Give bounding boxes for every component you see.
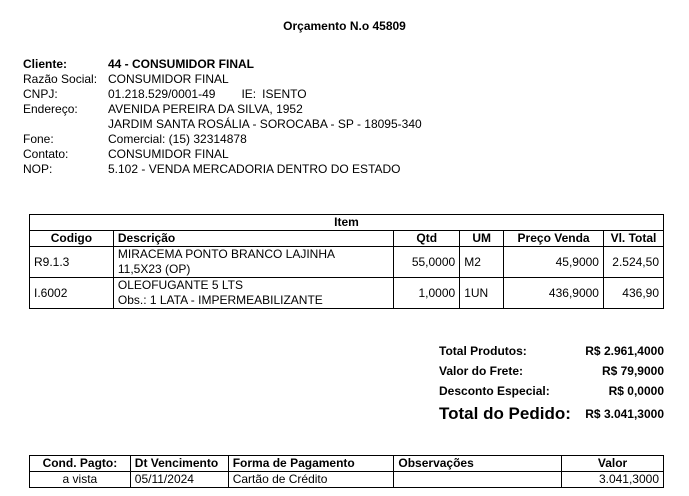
cnpj-label: CNPJ: xyxy=(23,87,58,101)
cell-forma: Cartão de Crédito xyxy=(228,472,394,488)
desc-line1: OLEOFUGANTE 5 LTS xyxy=(117,278,243,292)
endereco-row-2 xyxy=(23,117,422,132)
razao-row xyxy=(23,72,422,87)
ie-value: ISENTO xyxy=(262,87,307,101)
col-header-preco: Preço Venda xyxy=(504,231,604,247)
totals-block xyxy=(439,341,664,427)
total-pedido-row xyxy=(439,401,664,427)
desconto-row xyxy=(439,381,664,401)
table-row xyxy=(30,278,664,309)
endereco-label: Endereço: xyxy=(23,102,78,116)
total-produtos-value: R$ 2.961,4000 xyxy=(585,344,664,358)
col-header-qtd: Qtd xyxy=(394,231,460,247)
cell-cond: a vista xyxy=(30,472,131,488)
items-caption-row xyxy=(30,215,664,231)
items-caption: Item xyxy=(30,215,664,231)
valor-frete-value: R$ 79,9000 xyxy=(601,364,664,378)
cell-um: 1UN xyxy=(460,278,504,309)
razao-value: CONSUMIDOR FINAL xyxy=(108,72,229,86)
contato-row xyxy=(23,147,422,162)
col-header-vencimento: Dt Vencimento xyxy=(130,456,228,472)
total-produtos-label: Total Produtos: xyxy=(439,344,527,358)
fone-value: Comercial: (15) 32314878 xyxy=(108,132,247,146)
cliente-value: 44 - CONSUMIDOR FINAL xyxy=(108,57,255,71)
cnpj-row xyxy=(23,87,422,102)
col-header-forma: Forma de Pagamento xyxy=(228,456,394,472)
table-row xyxy=(30,472,664,488)
table-row xyxy=(30,247,664,278)
contato-value: CONSUMIDOR FINAL xyxy=(108,147,229,161)
valor-frete-label: Valor do Frete: xyxy=(439,364,524,378)
endereco-line1: AVENIDA PEREIRA DA SILVA, 1952 xyxy=(108,102,303,116)
cliente-row xyxy=(23,57,422,72)
col-header-codigo: Codigo xyxy=(30,231,114,247)
desc-line2: Obs.: 1 LATA - IMPERMEABILIZANTE xyxy=(117,293,323,307)
desconto-label: Desconto Especial: xyxy=(439,384,550,398)
total-pedido-label: Total do Pedido: xyxy=(439,404,571,423)
col-header-observacoes: Observações xyxy=(394,456,562,472)
desconto-value: R$ 0,0000 xyxy=(608,384,664,398)
fone-row xyxy=(23,132,422,147)
cell-observacoes xyxy=(394,472,562,488)
contato-label: Contato: xyxy=(23,147,69,161)
nop-value: 5.102 - VENDA MERCADORIA DENTRO DO ESTADO xyxy=(108,162,401,176)
cell-descricao xyxy=(113,278,393,309)
valor-frete-row xyxy=(439,361,664,381)
payment-table xyxy=(29,455,664,488)
cell-total: 2.524,50 xyxy=(603,247,663,278)
endereco-line2: JARDIM SANTA ROSÁLIA - SOROCABA - SP - 18095-340 xyxy=(108,117,422,131)
cell-um: M2 xyxy=(460,247,504,278)
cell-codigo: R9.1.3 xyxy=(30,247,114,278)
nop-label: NOP: xyxy=(23,162,53,176)
nop-row xyxy=(23,162,422,177)
client-info xyxy=(23,57,422,177)
cell-descricao xyxy=(113,247,393,278)
endereco-row xyxy=(23,102,422,117)
cliente-label: Cliente: xyxy=(23,57,68,71)
cell-preco: 45,9000 xyxy=(504,247,604,278)
cnpj-value: 01.218.529/0001-49 xyxy=(108,87,216,101)
col-header-cond: Cond. Pagto: xyxy=(30,456,131,472)
items-header-row xyxy=(30,231,664,247)
cell-codigo: I.6002 xyxy=(30,278,114,309)
payment-header-row xyxy=(30,456,664,472)
razao-label: Razão Social: xyxy=(23,72,98,86)
items-table xyxy=(29,214,664,309)
col-header-total: Vl. Total xyxy=(603,231,663,247)
endereco-spacer xyxy=(23,117,108,132)
cell-total: 436,90 xyxy=(603,278,663,309)
cell-vencimento: 05/11/2024 xyxy=(130,472,228,488)
cell-qtd: 55,0000 xyxy=(394,247,460,278)
cell-preco: 436,9000 xyxy=(504,278,604,309)
col-header-descricao: Descrição xyxy=(113,231,393,247)
cell-valor: 3.041,3000 xyxy=(562,472,664,488)
document-title: Orçamento N.o 45809 xyxy=(283,19,406,33)
col-header-valor: Valor xyxy=(562,456,664,472)
cell-qtd: 1,0000 xyxy=(394,278,460,309)
fone-label: Fone: xyxy=(23,132,54,146)
desc-line1: MIRACEMA PONTO BRANCO LAJINHA xyxy=(117,247,336,261)
ie-label: IE: xyxy=(241,87,257,101)
total-pedido-value: R$ 3.041,3000 xyxy=(585,407,664,421)
col-header-um: UM xyxy=(460,231,504,247)
total-produtos-row xyxy=(439,341,664,361)
desc-line2: 11,5X23 (OP) xyxy=(117,262,191,276)
